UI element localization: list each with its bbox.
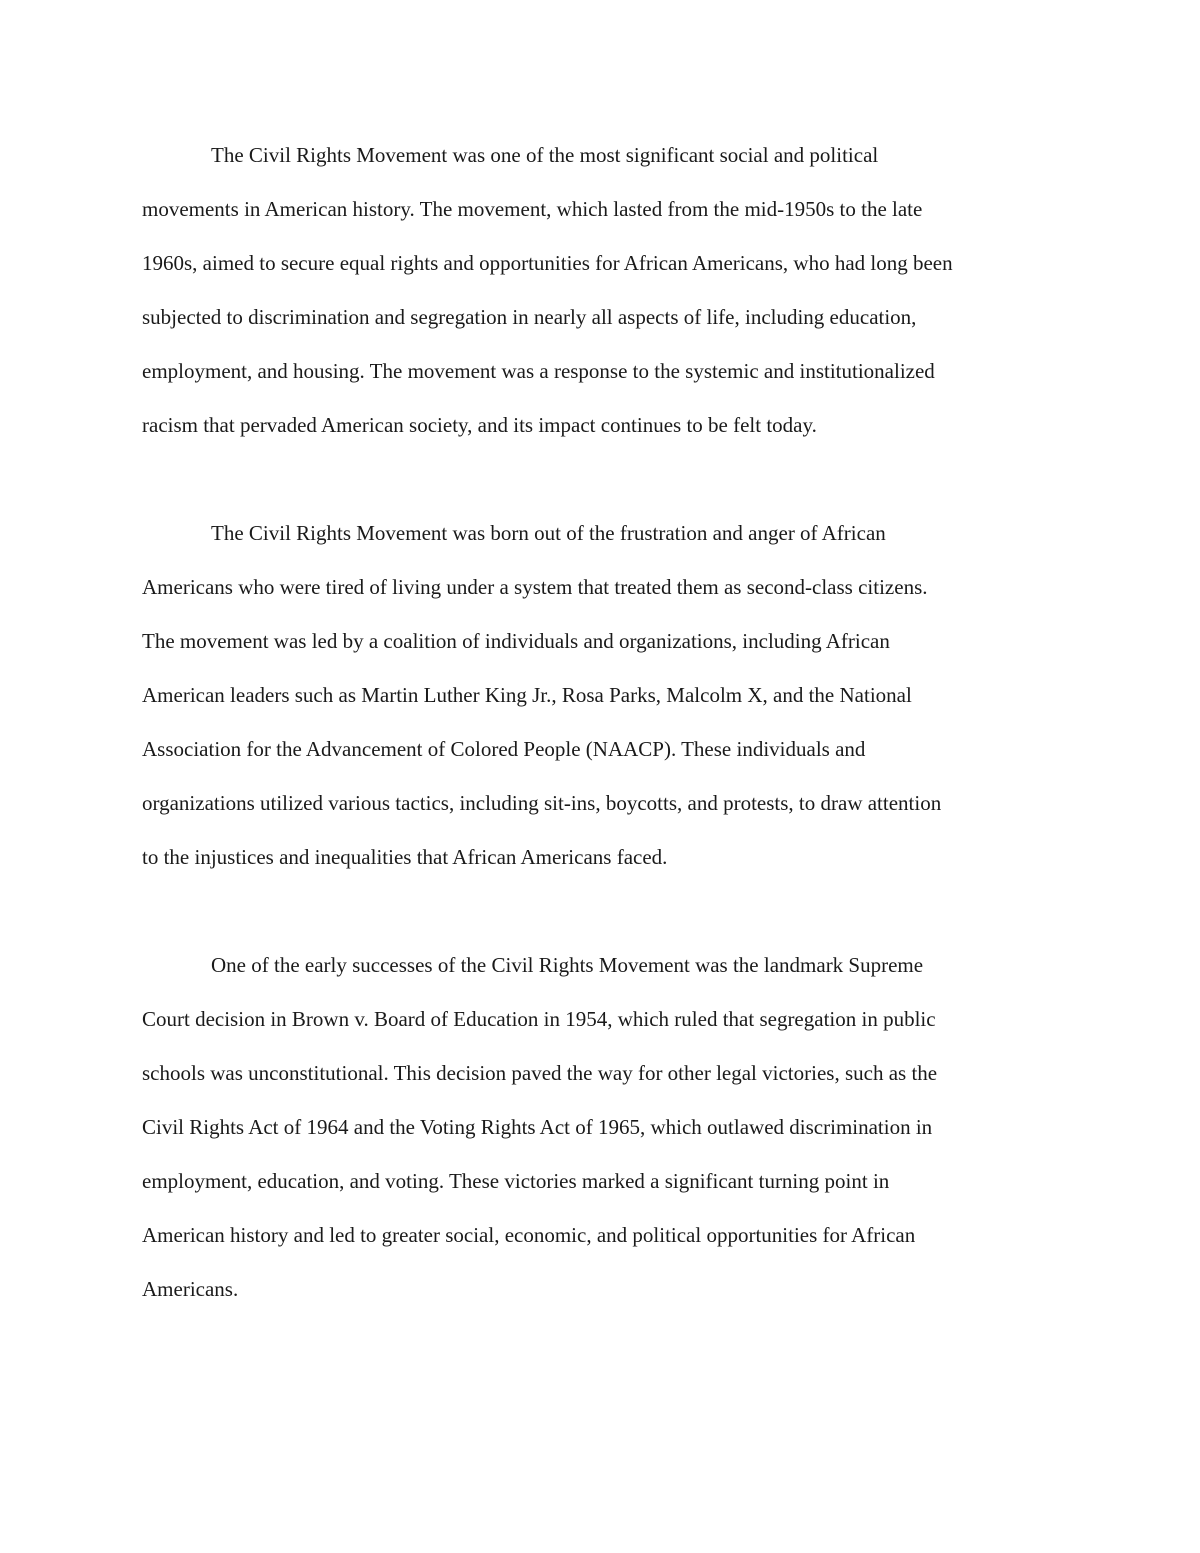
paragraph-line: racism that pervaded American society, and its impact continues to be felt today. xyxy=(142,413,817,437)
paragraph-line: Americans. xyxy=(142,1277,239,1301)
paragraph-line: subjected to discrimination and segregation in nearly all aspects of life, including education, xyxy=(142,305,917,329)
paragraph-line: The Civil Rights Movement was one of the most significant social and political xyxy=(211,143,879,167)
paragraph-line: 1960s, aimed to secure equal rights and opportunities for African Americans, who had long been xyxy=(142,251,953,275)
paragraph-line: American leaders such as Martin Luther King Jr., Rosa Parks, Malcolm X, and the National xyxy=(142,683,912,707)
paragraph-line: schools was unconstitutional. This decision paved the way for other legal victories, such as the xyxy=(142,1061,938,1085)
paragraph-line: Civil Rights Act of 1964 and the Voting Rights Act of 1965, which outlawed discrimination in xyxy=(142,1115,933,1139)
paragraph-line: movements in American history. The movement, which lasted from the mid-1950s to the late xyxy=(142,197,923,221)
paragraph-line: employment, and housing. The movement was a response to the systemic and institutionalized xyxy=(142,359,935,383)
paragraph-2 xyxy=(142,506,1057,884)
paragraph-3 xyxy=(142,938,1057,1316)
paragraph-line: Americans who were tired of living under a system that treated them as second-class citizens. xyxy=(142,575,928,599)
paragraph-line: to the injustices and inequalities that African Americans faced. xyxy=(142,845,668,869)
paragraph-line: The movement was led by a coalition of individuals and organizations, including African xyxy=(142,629,890,653)
paragraph-spacer xyxy=(142,884,1057,938)
paragraph-1 xyxy=(142,128,1057,452)
paragraph-line: One of the early successes of the Civil Rights Movement was the landmark Supreme xyxy=(211,953,924,977)
paragraph-line: Court decision in Brown v. Board of Education in 1954, which ruled that segregation in public xyxy=(142,1007,936,1031)
paragraph-spacer xyxy=(142,452,1057,506)
paragraph-line: employment, education, and voting. These victories marked a significant turning point in xyxy=(142,1169,890,1193)
document-body xyxy=(142,128,1057,1316)
paragraph-line: organizations utilized various tactics, including sit-ins, boycotts, and protests, to draw attention xyxy=(142,791,942,815)
paragraph-line: The Civil Rights Movement was born out of the frustration and anger of African xyxy=(211,521,886,545)
paragraph-line: Association for the Advancement of Colored People (NAACP). These individuals and xyxy=(142,737,866,761)
paragraph-line: American history and led to greater social, economic, and political opportunities for African xyxy=(142,1223,916,1247)
